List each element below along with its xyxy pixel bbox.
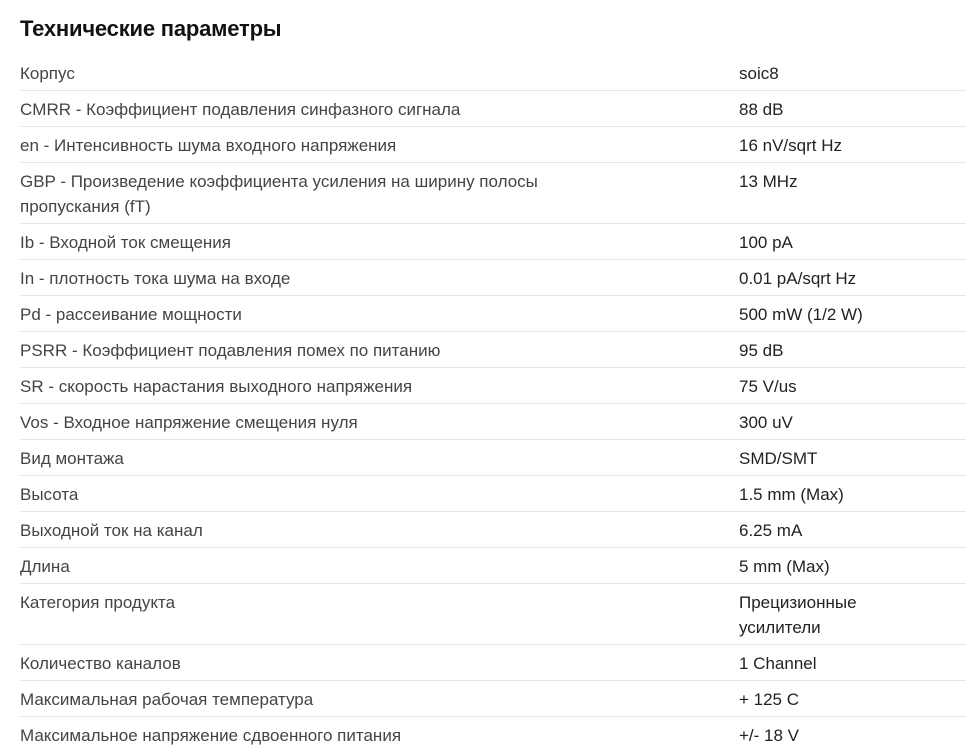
spec-name: en - Интенсивность шума входного напряжения	[20, 127, 739, 163]
spec-row	[20, 55, 966, 91]
specs-table-body	[20, 55, 966, 752]
spec-row	[20, 127, 966, 163]
spec-name: Вид монтажа	[20, 440, 739, 476]
spec-value: 5 mm (Max)	[739, 548, 966, 584]
spec-row	[20, 512, 966, 548]
spec-name: CMRR - Коэффициент подавления синфазного сигнала	[20, 91, 739, 127]
spec-row	[20, 296, 966, 332]
spec-row	[20, 332, 966, 368]
spec-value: 13 MHz	[739, 163, 966, 224]
spec-value: 75 V/us	[739, 368, 966, 404]
spec-row	[20, 476, 966, 512]
spec-row	[20, 91, 966, 127]
spec-name: In - плотность тока шума на входе	[20, 260, 739, 296]
spec-value: 6.25 mA	[739, 512, 966, 548]
spec-value: 1.5 mm (Max)	[739, 476, 966, 512]
spec-value: 300 uV	[739, 404, 966, 440]
spec-name: GBP - Произведение коэффициента усиления на ширину полосы пропускания (fT)	[20, 163, 739, 224]
spec-value: 1 Channel	[739, 645, 966, 681]
spec-row	[20, 440, 966, 476]
spec-row	[20, 224, 966, 260]
spec-name: SR - скорость нарастания выходного напряжения	[20, 368, 739, 404]
spec-value: 0.01 pA/sqrt Hz	[739, 260, 966, 296]
spec-row	[20, 584, 966, 645]
spec-row	[20, 717, 966, 752]
spec-row	[20, 681, 966, 717]
spec-row	[20, 368, 966, 404]
spec-row	[20, 404, 966, 440]
spec-value: + 125 C	[739, 681, 966, 717]
spec-row	[20, 163, 966, 224]
spec-value: 88 dB	[739, 91, 966, 127]
spec-value: 16 nV/sqrt Hz	[739, 127, 966, 163]
section-title: Технические параметры	[20, 0, 966, 52]
spec-value: 500 mW (1/2 W)	[739, 296, 966, 332]
spec-value: soic8	[739, 55, 966, 91]
spec-value: 95 dB	[739, 332, 966, 368]
spec-value: SMD/SMT	[739, 440, 966, 476]
specs-table	[20, 55, 966, 752]
spec-name: Высота	[20, 476, 739, 512]
spec-value: 100 pA	[739, 224, 966, 260]
spec-name: PSRR - Коэффициент подавления помех по питанию	[20, 332, 739, 368]
spec-name: Категория продукта	[20, 584, 739, 645]
spec-name: Длина	[20, 548, 739, 584]
spec-row	[20, 645, 966, 681]
spec-name: Корпус	[20, 55, 739, 91]
spec-row	[20, 260, 966, 296]
spec-name: Ib - Входной ток смещения	[20, 224, 739, 260]
spec-name: Выходной ток на канал	[20, 512, 739, 548]
spec-value: +/- 18 V	[739, 717, 966, 752]
spec-name: Количество каналов	[20, 645, 739, 681]
spec-name: Pd - рассеивание мощности	[20, 296, 739, 332]
spec-name: Максимальная рабочая температура	[20, 681, 739, 717]
spec-row	[20, 548, 966, 584]
spec-name: Vos - Входное напряжение смещения нуля	[20, 404, 739, 440]
spec-name: Максимальное напряжение сдвоенного питания	[20, 717, 739, 752]
spec-value: Прецизионные усилители	[739, 584, 966, 645]
